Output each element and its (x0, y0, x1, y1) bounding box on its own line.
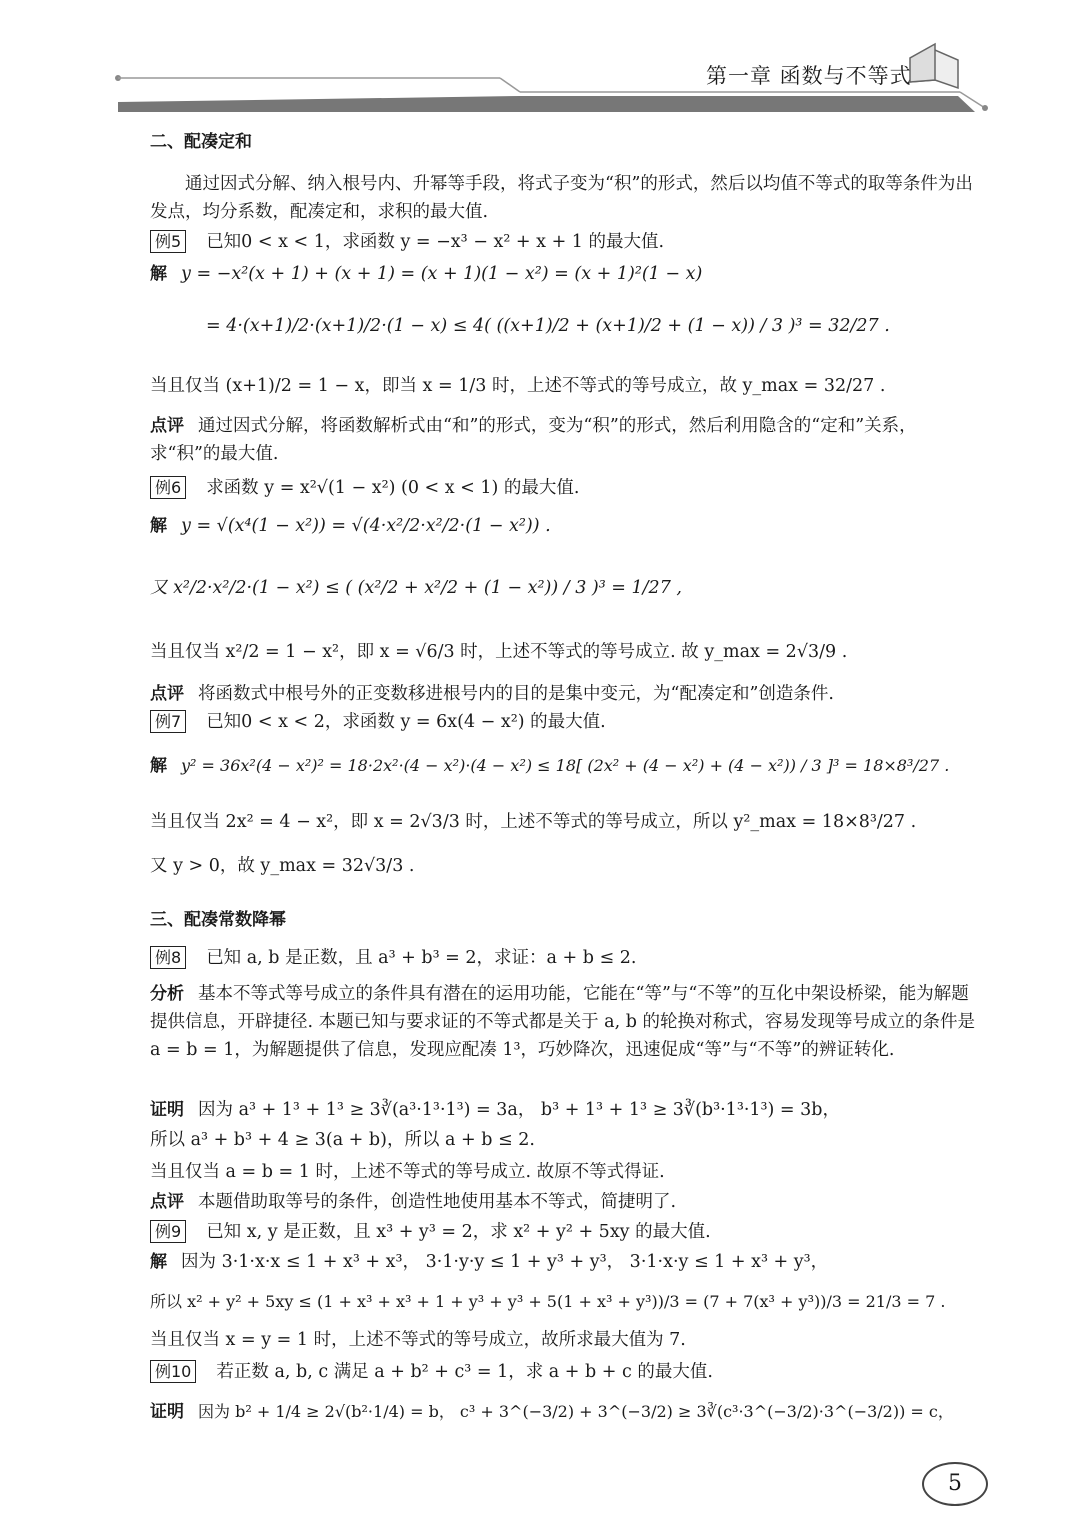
comment-text: 本题借助取等号的条件，创造性地使用基本不等式，简捷明了. (198, 1192, 677, 1212)
formula: 因为 a³ + 1³ + 1³ ≥ 3∛(a³·1³·1³) = 3a， b³ + 1³ + 1³ ≥ 3∛(b³·1³·1³) = 3b， (198, 1100, 840, 1120)
example-tag: 例5 (150, 230, 186, 253)
comment-label: 点评 (150, 684, 184, 704)
solution-line (150, 752, 949, 780)
proof-label: 证明 (150, 1100, 184, 1120)
solution-line (150, 512, 551, 540)
question: 求函数 y = x²√(1 − x²) (0 < x < 1) 的最大值. (206, 478, 580, 498)
proof-line (150, 1398, 954, 1426)
formula: 所以 x² + y² + 5xy ≤ (1 + x³ + x³ + 1 + y³ + y³ + 5(1 + x³ + y³))/3 = (7 + 7(x³ + y³))/3 = 21/3 = 7 . (150, 1292, 946, 1311)
solution-label: 解 (150, 264, 167, 284)
solution-line (150, 1248, 828, 1276)
example-tag: 例10 (150, 1360, 196, 1383)
paragraph: 通过因式分解、纳入根号内、升幂等手段，将式子变为“积”的形式，然后以均值不等式的取等条件为出发点，均分系数，配凑定和，求积的最大值. (150, 174, 973, 222)
comment (150, 1188, 676, 1216)
section-heading: 二、配凑定和 (150, 132, 252, 152)
example-6 (150, 474, 579, 502)
header-decoration (0, 0, 1080, 125)
proof-label: 证明 (150, 1402, 184, 1422)
section-heading: 三、配凑常数降幂 (150, 910, 286, 930)
formula: y = √(x⁴(1 − x²)) = √(4·x²/2·x²/2·(1 − x²)) . (181, 516, 551, 536)
page-header (0, 0, 1080, 125)
question: 已知0 < x < 1，求函数 y = −x³ − x² + x + 1 的最大值. (206, 232, 665, 252)
proof-line: 当且仅当 a = b = 1 时，上述不等式的等号成立. 故原不等式得证. (150, 1162, 665, 1182)
example-5 (150, 228, 664, 256)
page-number: 5 (922, 1462, 988, 1506)
formula: y = −x²(x + 1) + (x + 1) = (x + 1)(1 − x²) = (x + 1)²(1 − x) (181, 264, 703, 284)
comment (150, 680, 834, 708)
formula: 又 x²/2·x²/2·(1 − x²) ≤ ( (x²/2 + x²/2 + (1 − x²)) / 3 )³ = 1/27 , (150, 578, 682, 598)
example-10 (150, 1358, 713, 1386)
comment (150, 412, 986, 468)
example-tag: 例8 (150, 946, 186, 969)
chapter-title: 第一章 函数与不等式 (706, 64, 912, 88)
solution-label: 解 (150, 1252, 167, 1272)
equality-line: 当且仅当 2x² = 4 − x²，即 x = 2√3/3 时，上述不等式的等号成立，所以 y²_max = 18×8³/27 . (150, 812, 917, 832)
comment-text: 将函数式中根号外的正变数移进根号内的目的是集中变元，为“配凑定和”创造条件. (198, 684, 834, 704)
book-icon (910, 44, 958, 88)
formula: y² = 36x²(4 − x²)² = 18·2x²·(4 − x²)·(4 − x²) ≤ 18[ (2x² + (4 − x²) + (4 − x²)) / 3 ]³ = 18×8³/27 . (181, 756, 950, 775)
equality-line: 当且仅当 x = y = 1 时，上述不等式的等号成立，故所求最大值为 7. (150, 1330, 686, 1350)
question: 若正数 a, b, c 满足 a + b² + c³ = 1，求 a + b + c 的最大值. (216, 1362, 713, 1382)
comment-label: 点评 (150, 416, 184, 436)
example-tag: 例6 (150, 476, 186, 499)
example-7 (150, 708, 606, 736)
example-tag: 例7 (150, 710, 186, 733)
example-8 (150, 944, 636, 972)
formula: = 4·(x+1)/2·(x+1)/2·(1 − x) ≤ 4( ((x+1)/2 + (x+1)/2 + (1 − x)) / 3 )³ = 32/27 . (206, 316, 890, 336)
solution-line (150, 260, 702, 288)
question: 已知 x, y 是正数，且 x³ + y³ = 2，求 x² + y² + 5xy 的最大值. (206, 1222, 711, 1242)
formula: 因为 b² + 1/4 ≥ 2√(b²·1/4) = b， c³ + 3^(−3/2) + 3^(−3/2) ≥ 3∛(c³·3^(−3/2)·3^(−3/2)) = c， (198, 1402, 954, 1421)
analysis-text: 基本不等式等号成立的条件具有潜在的运用功能，它能在“等”与“不等”的互化中架设桥梁，能为解题提供信息，开辟捷径. 本题已知与要求证的不等式都是关于 a, b 的轮换对称式，容易发现等号成立的条件是 a = b = 1，为解题提供了信息，发现应配凑 1³，巧妙降次，迅速促成“等”与“不等”的辨证转化. (150, 984, 976, 1060)
equality-line: 当且仅当 x²/2 = 1 − x²，即 x = √6/3 时，上述不等式的等号成立. 故 y_max = 2√3/9 . (150, 642, 848, 662)
solution-label: 解 (150, 756, 167, 776)
comment-text: 通过因式分解，将函数解析式由“和”的形式，变为“积”的形式，然后利用隐含的“定和”关系，求“积”的最大值. (150, 416, 917, 464)
comment-label: 点评 (150, 1192, 184, 1212)
formula: 因为 3·1·x·x ≤ 1 + x³ + x³， 3·1·y·y ≤ 1 + y³ + y³， 3·1·x·y ≤ 1 + x³ + y³， (181, 1252, 829, 1272)
analysis (150, 980, 986, 1064)
solution-label: 解 (150, 516, 167, 536)
example-9 (150, 1218, 711, 1246)
proof-line (150, 1096, 840, 1124)
proof-line: 所以 a³ + b³ + 4 ≥ 3(a + b)，所以 a + b ≤ 2. (150, 1130, 535, 1150)
conclusion-line: 又 y > 0，故 y_max = 32√3/3 . (150, 856, 415, 876)
example-tag: 例9 (150, 1220, 186, 1243)
question: 已知0 < x < 2，求函数 y = 6x(4 − x²) 的最大值. (206, 712, 606, 732)
equality-line: 当且仅当 (x+1)/2 = 1 − x，即当 x = 1/3 时，上述不等式的等号成立，故 y_max = 32/27 . (150, 376, 886, 396)
question: 已知 a, b 是正数，且 a³ + b³ = 2，求证：a + b ≤ 2. (206, 948, 637, 968)
analysis-label: 分析 (150, 984, 184, 1004)
